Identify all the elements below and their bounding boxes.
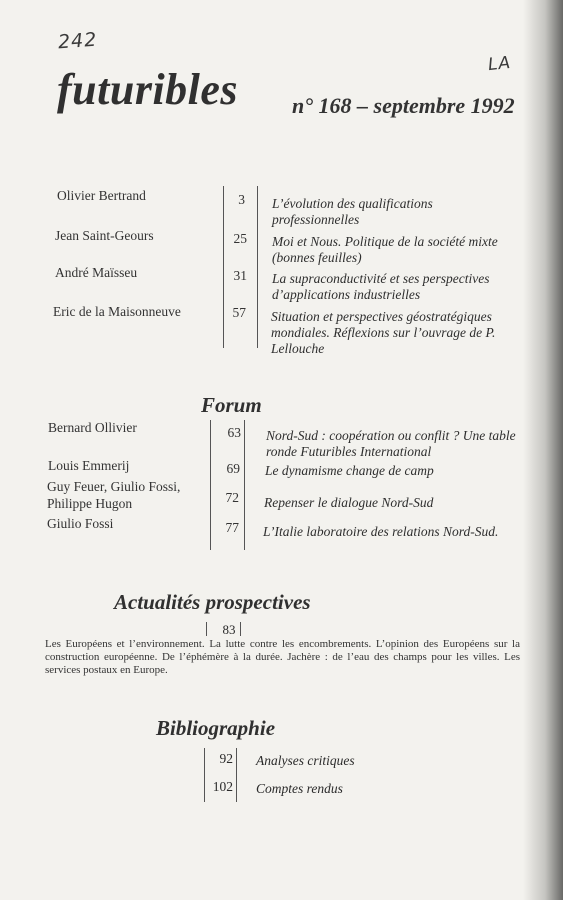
column-rule: [223, 186, 224, 348]
actualites-page-number: 83: [222, 622, 236, 637]
toc-page-number: 31: [233, 268, 247, 283]
toc-author: Bernard Ollivier: [48, 420, 137, 435]
toc-page-number: 69: [226, 461, 240, 476]
toc-page-number: 63: [227, 425, 241, 440]
bibliography-page-number: 102: [212, 779, 233, 794]
toc-author: André Maïsseu: [55, 265, 138, 280]
column-rule: [257, 186, 258, 348]
toc-article-title: L’évolution des qualifications professionnelles: [272, 196, 433, 227]
section-heading-actualites: Actualités prospectives: [114, 590, 311, 614]
toc-article-title: Nord-Sud : coopération ou conflit ? Une table ronde Futuribles International: [266, 428, 516, 459]
toc-article-title: La supraconductivité et ses perspectives d’applications industrielles: [272, 271, 490, 302]
toc-article-title: L’Italie laboratoire des relations Nord-Sud.: [263, 524, 499, 539]
toc-article-title: Moi et Nous. Politique de la société mixte (bonnes feuilles): [272, 234, 498, 265]
toc-page-number: 3: [238, 192, 245, 207]
handwritten-note-top-left: 242: [57, 28, 98, 54]
toc-author: Giulio Fossi: [47, 516, 114, 531]
toc-page-number: 72: [225, 490, 239, 505]
section-heading-bibliographie: Bibliographie: [156, 716, 276, 740]
bibliography-entry: Analyses critiques: [256, 753, 355, 768]
toc-author: Eric de la Maisonneuve: [53, 304, 181, 319]
toc-page-number: 25: [233, 231, 247, 246]
toc-page-number: 77: [225, 520, 239, 535]
toc-author: Louis Emmerij: [48, 458, 130, 473]
toc-article-title: Repenser le dialogue Nord-Sud: [264, 495, 434, 510]
section-heading-forum: Forum: [201, 393, 262, 417]
actualites-summary: Les Européens et l’environnement. La lutte contre les encombrements. L’opinion des Européens sur la construction européenne. De l’éphémère à la durée. Jachère : de l’eau des champs pour les villes. Les services postaux en Europe.: [45, 638, 520, 676]
toc-page-number: 57: [232, 305, 246, 320]
bibliography-page-number: 92: [219, 751, 233, 766]
toc-author: Jean Saint-Geours: [55, 228, 154, 243]
column-rule: [236, 748, 237, 802]
column-rule: [240, 622, 241, 636]
toc-author: Olivier Bertrand: [57, 188, 146, 203]
issue-line: n° 168 – septembre 1992: [292, 93, 515, 118]
toc-article-title: Le dynamisme change de camp: [265, 463, 434, 478]
handwritten-note-top-right: LA: [487, 52, 513, 76]
journal-title: futuribles: [57, 65, 239, 114]
toc-article-title: Situation et perspectives géostratégiques mondiales. Réflexions sur l’ouvrage de P. Lellouche: [271, 309, 496, 356]
column-rule: [210, 420, 211, 550]
column-rule: [244, 420, 245, 550]
toc-author: Guy Feuer, Giulio Fossi, Philippe Hugon: [47, 479, 181, 511]
bibliography-entry: Comptes rendus: [256, 781, 343, 796]
